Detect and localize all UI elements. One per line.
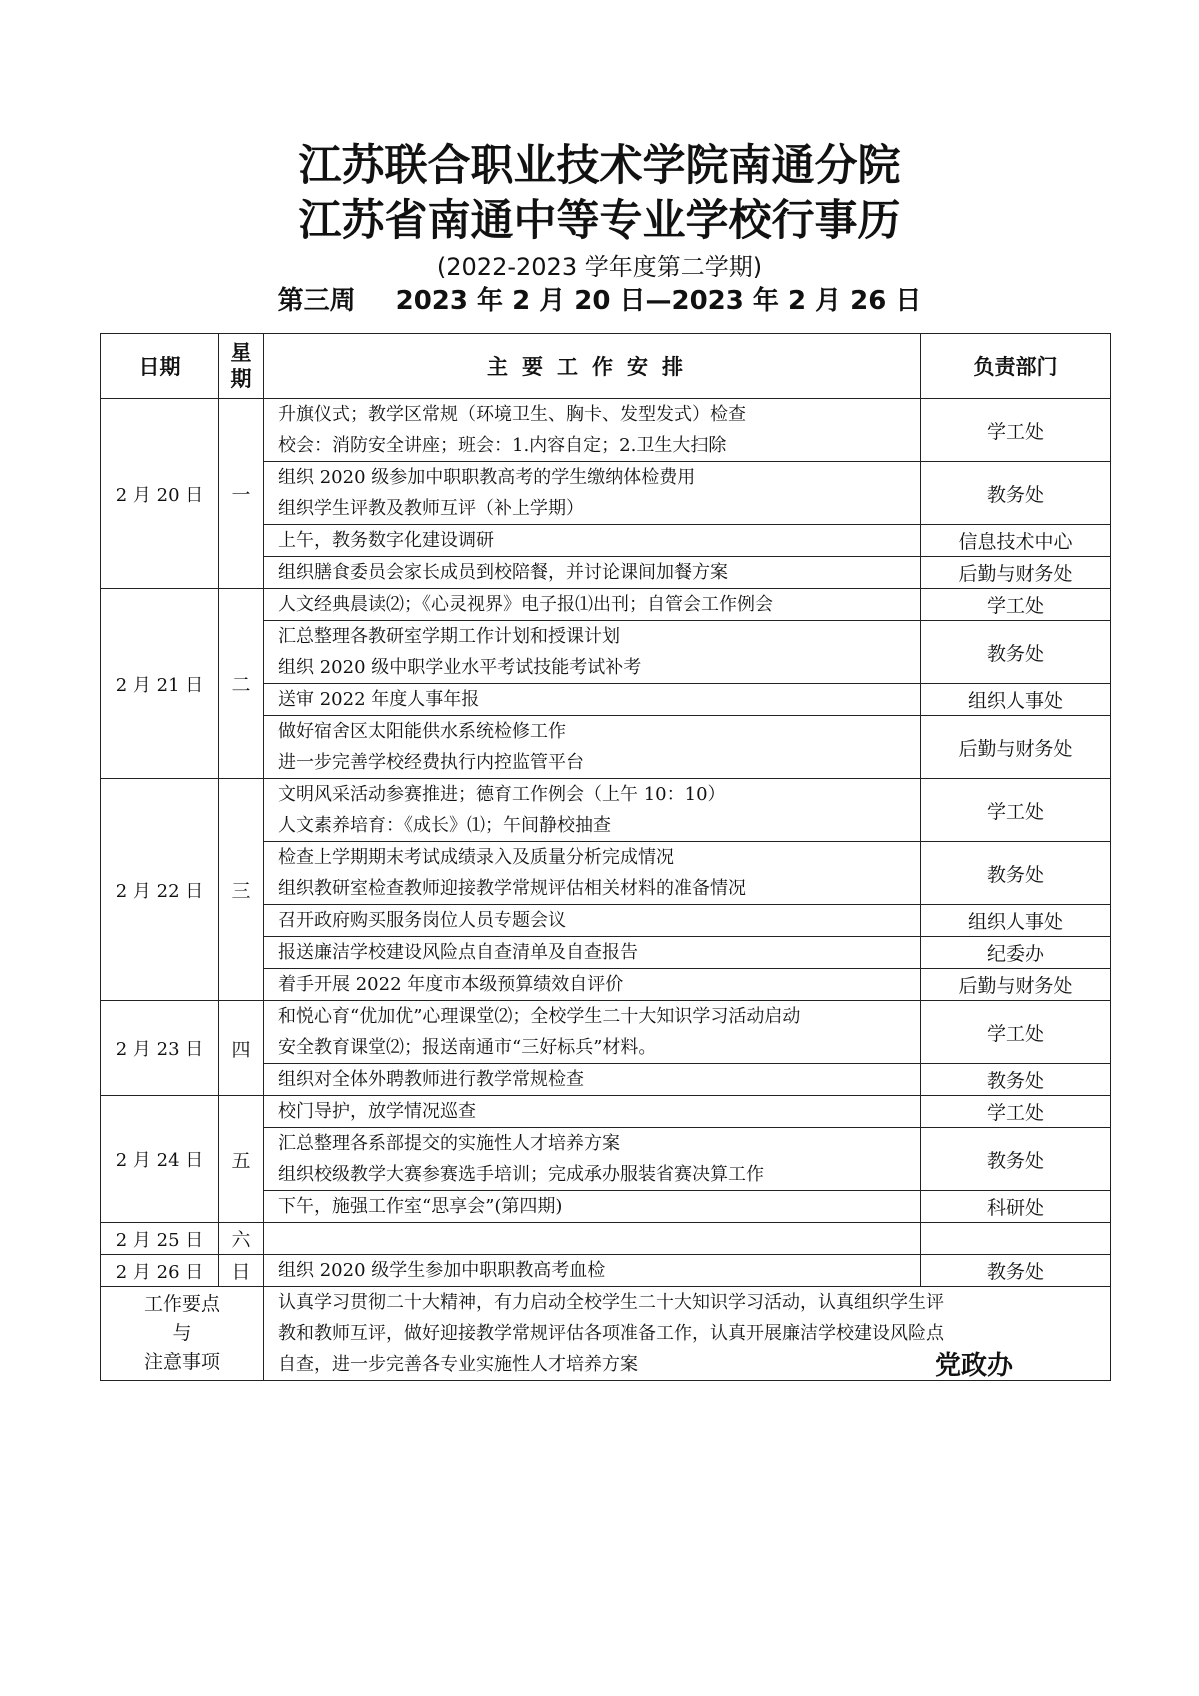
dept-cell: 教务处	[921, 621, 1111, 684]
task-line: 进一步完善学校经费执行内控监管平台	[278, 752, 584, 773]
task-line: 着手开展 2022 年度市本级预算绩效自评价	[278, 974, 624, 995]
task-line: 组织 2020 级学生参加中职职教高考血检	[278, 1260, 606, 1281]
task-cell	[264, 1191, 921, 1223]
semester-subtitle: (2022-2023 学年度第二学期)	[436, 253, 763, 281]
day-weekday: 五	[219, 1096, 264, 1223]
task-line: 安全教育课堂⑵；报送南通市“三好标兵”材料。	[278, 1037, 657, 1058]
task-cell	[264, 905, 921, 937]
task-cell	[264, 716, 921, 779]
task-line: 做好宿舍区太阳能供水系统检修工作	[278, 721, 566, 742]
task-line: 报送廉洁学校建设风险点自查清单及自查报告	[278, 942, 638, 963]
task-line: 组织校级教学大赛参赛选手培训；完成承办服装省赛决算工作	[278, 1164, 764, 1185]
task-line: 组织学生评教及教师互评（补上学期）	[278, 498, 584, 519]
notes-line: 教和教师互评，做好迎接教学常规评估各项准备工作，认真开展廉洁学校建设风险点	[278, 1323, 944, 1344]
day-date: 2 月 24 日	[101, 1096, 219, 1223]
day-weekday: 一	[219, 399, 264, 589]
schedule-row	[101, 399, 1111, 462]
task-cell	[264, 969, 921, 1001]
task-line	[278, 1223, 920, 1254]
dept-cell: 教务处	[921, 1255, 1111, 1287]
task-cell	[264, 684, 921, 716]
dept-cell: 学工处	[921, 589, 1111, 621]
task-line: 组织对全体外聘教师进行教学常规检查	[278, 1069, 584, 1090]
schedule-body	[101, 399, 1111, 1287]
task-cell	[264, 1255, 921, 1287]
day-date: 2 月 26 日	[101, 1255, 219, 1287]
task-line: 上午，教务数字化建设调研	[278, 530, 494, 551]
task-cell	[264, 842, 921, 905]
week-label: 第三周	[277, 286, 356, 316]
notes-line: 认真学习贯彻二十大精神，有力启动全校学生二十大知识学习活动，认真组织学生评	[278, 1292, 944, 1313]
day-weekday: 日	[219, 1255, 264, 1287]
dept-cell: 学工处	[921, 1096, 1111, 1128]
day-date: 2 月 20 日	[101, 399, 219, 589]
task-line: 升旗仪式；教学区常规（环境卫生、胸卡、发型发式）检查	[278, 404, 746, 425]
task-cell	[264, 399, 921, 462]
day-weekday: 二	[219, 589, 264, 779]
dept-cell: 教务处	[921, 1064, 1111, 1096]
issuer-signature: 党政办	[935, 1351, 1014, 1381]
day-date: 2 月 25 日	[101, 1223, 219, 1255]
task-cell	[264, 462, 921, 525]
dept-cell: 信息技术中心	[921, 525, 1111, 557]
header-weekday: 星 期	[219, 334, 264, 399]
dept-cell: 教务处	[921, 842, 1111, 905]
task-cell	[264, 557, 921, 589]
task-line: 和悦心育“优加优”心理课堂⑵；全校学生二十大知识学习活动启动	[278, 1006, 801, 1027]
schedule-row	[101, 779, 1111, 842]
dept-cell	[921, 1223, 1111, 1255]
header-date: 日期	[101, 334, 219, 399]
task-line: 召开政府购买服务岗位人员专题会议	[278, 910, 566, 931]
notes-label: 工作要点 与 注意事项	[101, 1287, 264, 1381]
day-date: 2 月 21 日	[101, 589, 219, 779]
schedule-row	[101, 1223, 1111, 1255]
task-line: 汇总整理各教研室学期工作计划和授课计划	[278, 626, 620, 647]
dept-cell: 学工处	[921, 1001, 1111, 1064]
task-line: 组织 2020 级参加中职职教高考的学生缴纳体检费用	[278, 467, 696, 488]
task-cell	[264, 937, 921, 969]
dept-cell: 后勤与财务处	[921, 557, 1111, 589]
week-range: 2023 年 2 月 20 日—2023 年 2 月 26 日	[395, 286, 922, 316]
task-line: 校门导护，放学情况巡查	[278, 1101, 476, 1122]
title-line-2: 江苏省南通中等专业学校行事历	[298, 196, 901, 246]
schedule-table	[100, 333, 1111, 1381]
schedule-row	[101, 589, 1111, 621]
task-cell	[264, 1096, 921, 1128]
task-cell	[264, 1223, 921, 1255]
dept-cell: 教务处	[921, 1128, 1111, 1191]
dept-cell: 组织人事处	[921, 684, 1111, 716]
task-line: 人文经典晨读⑵；《心灵视界》电子报⑴出刊；自管会工作例会	[278, 594, 773, 615]
task-line: 组织 2020 级中职学业水平考试技能考试补考	[278, 657, 642, 678]
task-line: 下午，施强工作室“思享会”(第四期)	[278, 1196, 563, 1217]
schedule-row	[101, 1001, 1111, 1064]
dept-cell: 后勤与财务处	[921, 969, 1111, 1001]
task-line: 文明风采活动参赛推进；德育工作例会（上午 10：10）	[278, 784, 726, 805]
dept-cell: 纪委办	[921, 937, 1111, 969]
notes-line: 自查，进一步完善各专业实施性人才培养方案	[278, 1354, 638, 1375]
task-line: 组织膳食委员会家长成员到校陪餐，并讨论课间加餐方案	[278, 562, 728, 583]
task-cell	[264, 1064, 921, 1096]
task-line: 检查上学期期末考试成绩录入及质量分析完成情况	[278, 847, 674, 868]
task-line: 校会：消防安全讲座；班会：1.内容自定；2.卫生大扫除	[278, 435, 727, 456]
week-heading	[0, 284, 1199, 318]
dept-cell: 组织人事处	[921, 905, 1111, 937]
day-weekday: 三	[219, 779, 264, 1001]
header-dept: 负责部门	[921, 334, 1111, 399]
dept-cell: 教务处	[921, 462, 1111, 525]
task-cell	[264, 779, 921, 842]
task-cell	[264, 1001, 921, 1064]
task-line: 送审 2022 年度人事年报	[278, 689, 480, 710]
task-cell	[264, 589, 921, 621]
task-cell	[264, 1128, 921, 1191]
task-cell	[264, 621, 921, 684]
day-weekday: 六	[219, 1223, 264, 1255]
dept-cell: 学工处	[921, 779, 1111, 842]
header-main-tasks: 主要工作安排	[264, 334, 921, 399]
task-line: 汇总整理各系部提交的实施性人才培养方案	[278, 1133, 620, 1154]
dept-cell: 科研处	[921, 1191, 1111, 1223]
day-weekday: 四	[219, 1001, 264, 1096]
task-cell	[264, 525, 921, 557]
dept-cell: 学工处	[921, 399, 1111, 462]
title-line-1: 江苏联合职业技术学院南通分院	[298, 141, 901, 191]
dept-cell: 后勤与财务处	[921, 716, 1111, 779]
task-line: 人文素养培育：《成长》⑴；午间静校抽查	[278, 815, 611, 836]
day-date: 2 月 23 日	[101, 1001, 219, 1096]
task-line: 组织教研室检查教师迎接教学常规评估相关材料的准备情况	[278, 878, 746, 899]
schedule-row	[101, 1096, 1111, 1128]
schedule-row	[101, 1255, 1111, 1287]
day-date: 2 月 22 日	[101, 779, 219, 1001]
header-row	[101, 334, 1111, 399]
